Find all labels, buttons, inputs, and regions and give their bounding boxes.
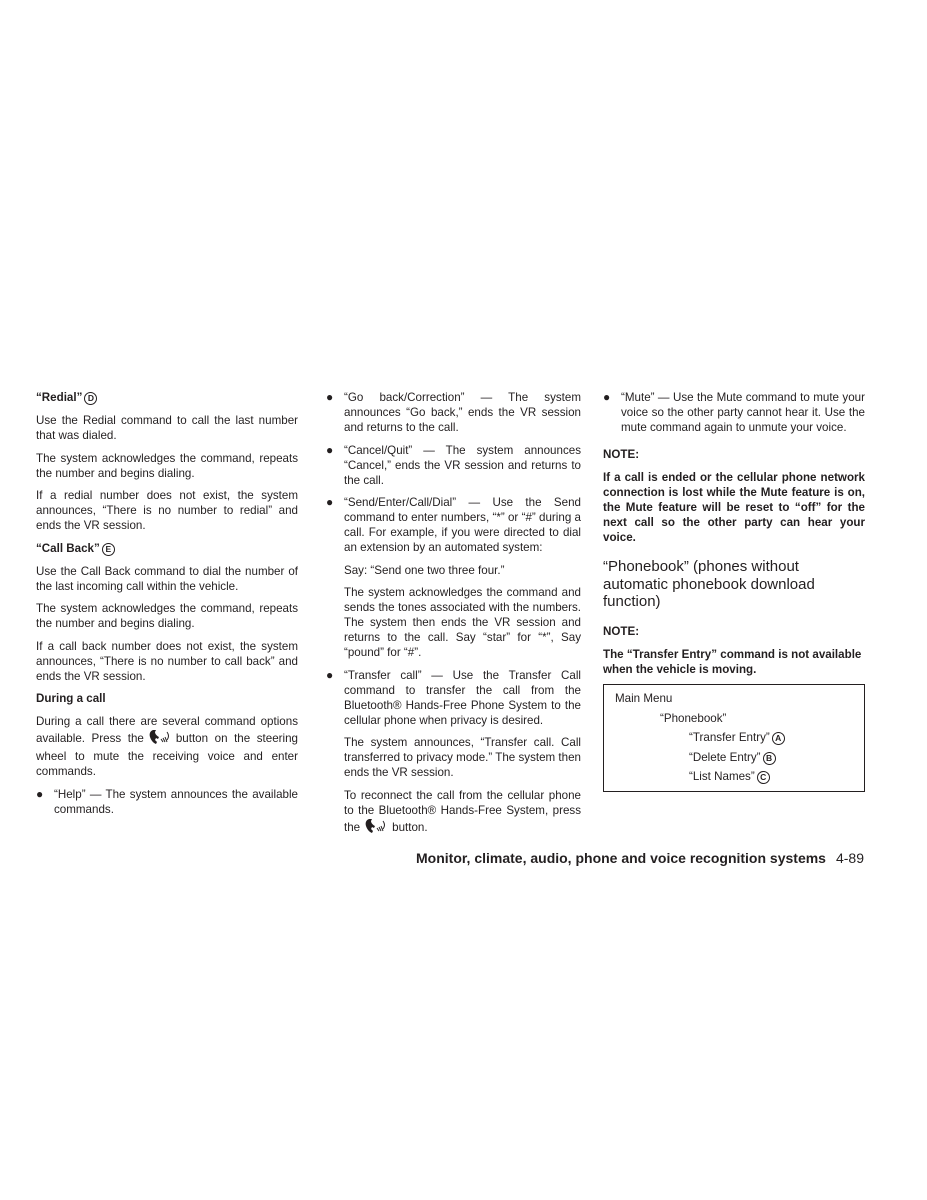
menu-tree-box bbox=[603, 684, 865, 792]
reconnect-text-a: To reconnect the call from the cellular phone to the Bluetooth® Hands-Free System, press the bbox=[344, 788, 581, 834]
during-call-text-a: During a call there are several command options available. Press the bbox=[36, 715, 298, 745]
callback-paragraph-2: The system acknowledges the command, repeats the number and begins dialing. bbox=[36, 602, 298, 630]
transfer-paragraph-2: The system announces, “Transfer call. Call transferred to privacy mode.” The system then ends the VR session. bbox=[344, 736, 581, 779]
menu-delete-label: “Delete Entry” bbox=[689, 750, 761, 764]
redial-paragraph-1: Use the Redial command to call the last number that was dialed. bbox=[36, 414, 298, 442]
note-text-1: If a call is ended or the cellular phone network connection is lost while the Mute feature is on, the Mute feature will be reset to “off” for the next call so the other party can hear your voice. bbox=[603, 471, 865, 544]
footer-section-title: Monitor, climate, audio, phone and voice recognition systems bbox=[416, 850, 826, 866]
menu-main: Main Menu bbox=[615, 692, 673, 705]
bullet-icon: ● bbox=[326, 667, 334, 682]
send-paragraph-2: The system acknowledges the command and sends the tones associated with the numbers. The system then ends the VR session and returns to the call. Say “star” for “*”, Say “pound” for “#”. bbox=[344, 586, 581, 659]
help-text: “Help” — The system announces the available commands. bbox=[54, 787, 298, 816]
menu-list-label: “List Names” bbox=[689, 770, 755, 783]
mute-text: “Mute” — Use the Mute command to mute your voice so the other party cannot hear it. Use the mute command again to unmute your voice. bbox=[621, 391, 865, 434]
bullet-icon: ● bbox=[326, 442, 334, 457]
page-number: 4-89 bbox=[835, 850, 864, 866]
phone-talk-icon bbox=[363, 818, 389, 838]
list-item-send bbox=[326, 495, 581, 555]
callback-paragraph-1: Use the Call Back command to dial the number of the last incoming call within the vehicle. bbox=[36, 564, 298, 593]
marker-b: B bbox=[763, 752, 776, 765]
bullet-icon: ● bbox=[326, 390, 334, 404]
reconnect-paragraph bbox=[326, 788, 581, 838]
list-item-cancel bbox=[326, 443, 581, 488]
redial-heading bbox=[36, 390, 298, 405]
list-item-help bbox=[36, 787, 298, 817]
column-right bbox=[603, 390, 865, 792]
marker-c: C bbox=[757, 771, 770, 784]
cancel-text: “Cancel/Quit” — The system announces “Cancel,” ends the VR session and returns to the call. bbox=[344, 443, 581, 487]
column-left bbox=[36, 390, 298, 824]
callback-heading bbox=[36, 541, 298, 556]
menu-delete-entry bbox=[615, 748, 854, 768]
menu-transfer-entry bbox=[615, 728, 854, 748]
column-middle bbox=[326, 390, 581, 845]
marker-a: A bbox=[772, 732, 785, 745]
redial-paragraph-2: The system acknowledges the command, repeats the number and begins dialing. bbox=[36, 451, 298, 480]
callback-heading-text: “Call Back” bbox=[36, 541, 100, 555]
bullet-icon: ● bbox=[603, 390, 611, 404]
marker-d: D bbox=[84, 392, 97, 405]
redial-paragraph-3: If a redial number does not exist, the system announces, “There is no number to redial” and ends the VR session. bbox=[36, 489, 298, 532]
phone-talk-icon bbox=[147, 729, 173, 749]
note-heading-1: NOTE: bbox=[603, 448, 640, 461]
phonebook-subheading: “Phonebook” (phones without automatic phonebook download function) bbox=[603, 558, 815, 610]
note-text-2: The “Transfer Entry” command is not available when the vehicle is moving. bbox=[603, 647, 862, 676]
redial-heading-text: “Redial” bbox=[36, 391, 83, 404]
list-item-goback bbox=[326, 390, 581, 435]
callback-paragraph-3: If a call back number does not exist, the system announces, “There is no number to call back” and ends the VR session. bbox=[36, 639, 298, 683]
marker-e: E bbox=[102, 543, 115, 556]
reconnect-text-b: button. bbox=[392, 820, 428, 834]
during-call-heading: During a call bbox=[36, 692, 106, 705]
say-example: Say: “Send one two three four.” bbox=[344, 563, 505, 577]
during-call-paragraph bbox=[36, 714, 298, 779]
send-text: “Send/Enter/Call/Dial” — Use the Send command to enter numbers, “*” or “#” during a call. For example, if you were directed to dial an extension by an automated system: bbox=[344, 496, 581, 554]
list-item-transfer bbox=[326, 668, 581, 728]
goback-text: “Go back/Correction” — The system announces “Go back,” ends the VR session and returns to the call. bbox=[344, 391, 581, 434]
during-call-text-b: button on the steering wheel to mute the receiving voice and enter commands. bbox=[36, 732, 298, 778]
page-footer bbox=[416, 850, 864, 866]
menu-transfer-label: “Transfer Entry” bbox=[689, 731, 770, 744]
menu-phonebook: “Phonebook” bbox=[660, 711, 727, 725]
note-heading-2: NOTE: bbox=[603, 624, 640, 638]
menu-list-names bbox=[615, 767, 854, 787]
list-item-mute bbox=[603, 390, 865, 435]
bullet-icon: ● bbox=[326, 495, 334, 509]
transfer-text: “Transfer call” — Use the Transfer Call command to transfer the call from the Bluetooth® Hands-Free Phone System to the cellular phone when privacy is desired. bbox=[344, 668, 581, 727]
bullet-icon: ● bbox=[36, 786, 44, 801]
